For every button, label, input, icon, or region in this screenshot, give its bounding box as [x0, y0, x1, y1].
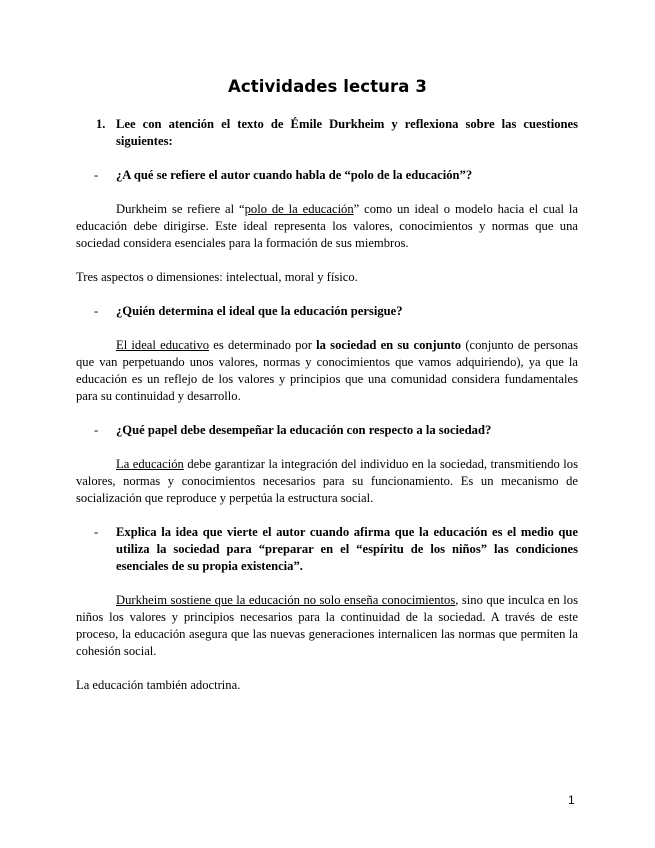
answer-3 — [76, 456, 578, 507]
answer-text: Durkheim se refiere al “ — [116, 202, 245, 216]
question-text: ¿A qué se refiere el autor cuando habla de “polo de la educación”? — [116, 168, 473, 182]
item-number: 1. — [96, 117, 106, 131]
page-title: Actividades lectura 3 — [228, 77, 427, 96]
question-text: Explica la idea que vierte el autor cuando afirma que la educación es el medio que utiliza la sociedad para “preparar en el “espíritu de los niños” las condiciones esenciales de su propia existencia”. — [116, 525, 578, 573]
bold-term: la sociedad en su conjunto — [316, 338, 462, 352]
bullet-dash: - — [94, 168, 99, 182]
underlined-term: El ideal educativo — [116, 338, 210, 352]
answer-1 — [76, 201, 578, 252]
underlined-term: La educación — [116, 457, 184, 471]
underlined-term: polo de la educación — [244, 202, 354, 216]
question-2 — [94, 303, 578, 320]
answer-text: , sino que inculca en los niños los valores y principios necesarios para la continuidad de la sociedad. A través de este proceso, la educación asegura que las nuevas generaciones internalicen las normas que permiten la cohesión social. — [76, 593, 578, 658]
answer-4 — [76, 592, 578, 660]
answer-text: ” como un ideal o modelo hacia el cual la educación debe dirigirse. Este ideal representa los valores, conocimientos y normas que una sociedad considera esenciales para la formación de sus miembros. — [76, 202, 578, 250]
note-1: Tres aspectos o dimensiones: intelectual, moral y físico. — [76, 270, 358, 284]
question-1 — [94, 167, 578, 184]
question-text: ¿Qué papel debe desempeñar la educación con respecto a la sociedad? — [116, 423, 492, 437]
question-text: ¿Quién determina el ideal que la educación persigue? — [116, 304, 403, 318]
answer-text: debe garantizar la integración del individuo en la sociedad, transmitiendo los valores, normas y conocimientos necesarios para su funcionamiento. Es un mecanismo de socialización que reproduce y perpetúa la estructura social. — [76, 457, 579, 505]
answer-2 — [76, 337, 578, 405]
numbered-item-1 — [96, 116, 578, 150]
answer-text: es determinado por — [209, 338, 317, 352]
underlined-term: Durkheim sostiene que la educación no solo enseña conocimientos — [116, 593, 456, 607]
question-4 — [94, 524, 578, 575]
bullet-dash: - — [94, 423, 99, 437]
bullet-dash: - — [94, 304, 99, 318]
item-text: Lee con atención el texto de Émile Durkheim y reflexiona sobre las cuestiones siguientes: — [116, 117, 578, 148]
note-4: La educación también adoctrina. — [76, 678, 241, 692]
page-number: 1 — [568, 793, 575, 807]
answer-text: (conjunto de personas que van perpetuando unos valores, normas y conocimientos que vamos adquiriendo), ya que la educación es un reflejo de los valores y principios que una comunidad considera fundamentales para su continuidad y desarrollo. — [76, 338, 578, 403]
question-3 — [94, 422, 578, 439]
bullet-dash: - — [94, 525, 99, 539]
